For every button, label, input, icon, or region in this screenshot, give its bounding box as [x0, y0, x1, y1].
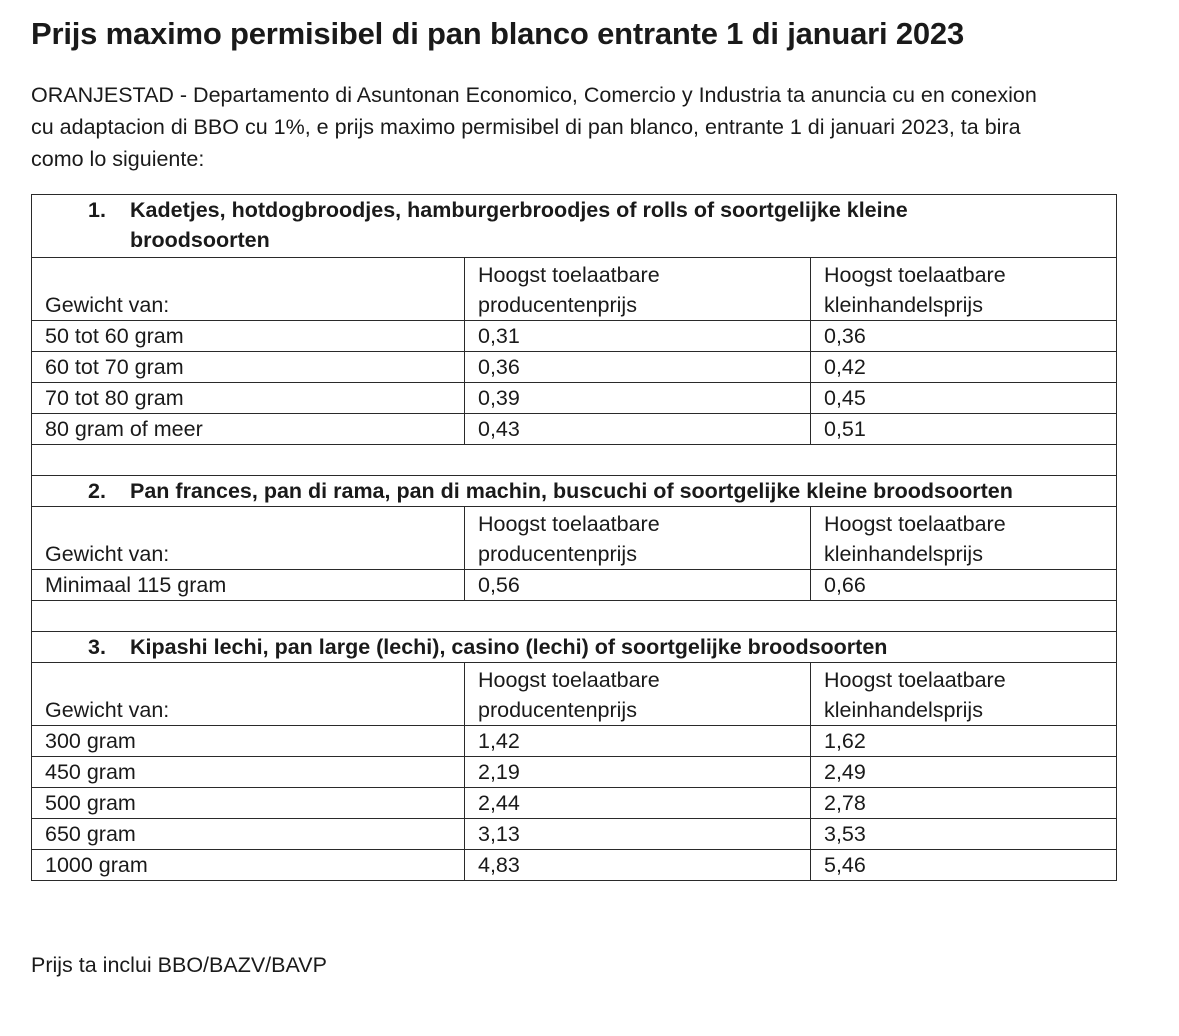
header-weight: Gewicht van: [32, 258, 465, 321]
header-retail-price: Hoogst toelaatbare kleinhandelsprijs [811, 507, 1117, 570]
table-row [32, 788, 1117, 819]
weight-cell: 650 gram [32, 819, 465, 850]
table-row [32, 570, 1117, 601]
table-row [32, 757, 1117, 788]
intro-line: cu adaptacion di BBO cu 1%, e prijs maximo permisibel di pan blanco, entrante 1 di januari 2023, ta bira [31, 115, 1021, 139]
intro-line: ORANJESTAD - Departamento di Asuntonan Economico, Comercio y Industria ta anuncia cu en conexion [31, 83, 1037, 107]
weight-cell: 1000 gram [32, 850, 465, 881]
spacer-row [32, 601, 1117, 632]
section-title-line: Kipashi lechi, pan large (lechi), casino (lechi) of soortgelijke broodsoorten [130, 635, 888, 659]
weight-cell: 60 tot 70 gram [32, 352, 465, 383]
header-producer-price: Hoogst toelaatbare producentenprijs [465, 507, 811, 570]
retail-price-cell: 0,36 [811, 321, 1117, 352]
section-heading-3 [32, 632, 1117, 663]
retail-price-cell: 0,45 [811, 383, 1117, 414]
retail-price-cell: 3,53 [811, 819, 1117, 850]
producer-price-cell: 3,13 [465, 819, 811, 850]
section-title-line: broodsoorten [130, 228, 270, 252]
section-title-line: Kadetjes, hotdogbroodjes, hamburgerbroodjes of rolls of soortgelijke kleine [130, 198, 908, 222]
column-header-row [32, 507, 1117, 570]
producer-price-cell: 0,39 [465, 383, 811, 414]
retail-price-cell: 0,42 [811, 352, 1117, 383]
producer-price-cell: 2,44 [465, 788, 811, 819]
retail-price-cell: 1,62 [811, 726, 1117, 757]
producer-price-cell: 0,56 [465, 570, 811, 601]
section-number: 1. [88, 198, 106, 222]
header-weight: Gewicht van: [32, 663, 465, 726]
section-number: 3. [88, 635, 106, 659]
weight-cell: 300 gram [32, 726, 465, 757]
producer-price-cell: 0,43 [465, 414, 811, 445]
header-producer-price: Hoogst toelaatbare producentenprijs [465, 663, 811, 726]
section-heading-1 [32, 195, 1117, 258]
column-header-row [32, 258, 1117, 321]
column-header-row [32, 663, 1117, 726]
producer-price-cell: 4,83 [465, 850, 811, 881]
section-number: 2. [88, 479, 106, 503]
header-retail-price: Hoogst toelaatbare kleinhandelsprijs [811, 258, 1117, 321]
weight-cell: Minimaal 115 gram [32, 570, 465, 601]
retail-price-cell: 0,66 [811, 570, 1117, 601]
section-heading-2 [32, 476, 1117, 507]
producer-price-cell: 0,31 [465, 321, 811, 352]
weight-cell: 450 gram [32, 757, 465, 788]
table-row [32, 414, 1117, 445]
table-row [32, 850, 1117, 881]
footer-note: Prijs ta inclui BBO/BAZV/BAVP [31, 953, 327, 977]
weight-cell: 80 gram of meer [32, 414, 465, 445]
retail-price-cell: 2,78 [811, 788, 1117, 819]
table-row [32, 352, 1117, 383]
spacer-row [32, 445, 1117, 476]
producer-price-cell: 2,19 [465, 757, 811, 788]
table-row [32, 383, 1117, 414]
intro-paragraph [31, 79, 1156, 175]
price-table [31, 194, 1117, 881]
page-title: Prijs maximo permisibel di pan blanco entrante 1 di januari 2023 [31, 16, 965, 51]
weight-cell: 50 tot 60 gram [32, 321, 465, 352]
header-weight: Gewicht van: [32, 507, 465, 570]
producer-price-cell: 0,36 [465, 352, 811, 383]
table-row [32, 726, 1117, 757]
intro-line: como lo siguiente: [31, 147, 205, 171]
weight-cell: 70 tot 80 gram [32, 383, 465, 414]
weight-cell: 500 gram [32, 788, 465, 819]
table-row [32, 819, 1117, 850]
header-retail-price: Hoogst toelaatbare kleinhandelsprijs [811, 663, 1117, 726]
retail-price-cell: 5,46 [811, 850, 1117, 881]
section-title-line: Pan frances, pan di rama, pan di machin, buscuchi of soortgelijke kleine broodsoorten [130, 479, 1013, 503]
table-row [32, 321, 1117, 352]
retail-price-cell: 2,49 [811, 757, 1117, 788]
retail-price-cell: 0,51 [811, 414, 1117, 445]
producer-price-cell: 1,42 [465, 726, 811, 757]
header-producer-price: Hoogst toelaatbare producentenprijs [465, 258, 811, 321]
